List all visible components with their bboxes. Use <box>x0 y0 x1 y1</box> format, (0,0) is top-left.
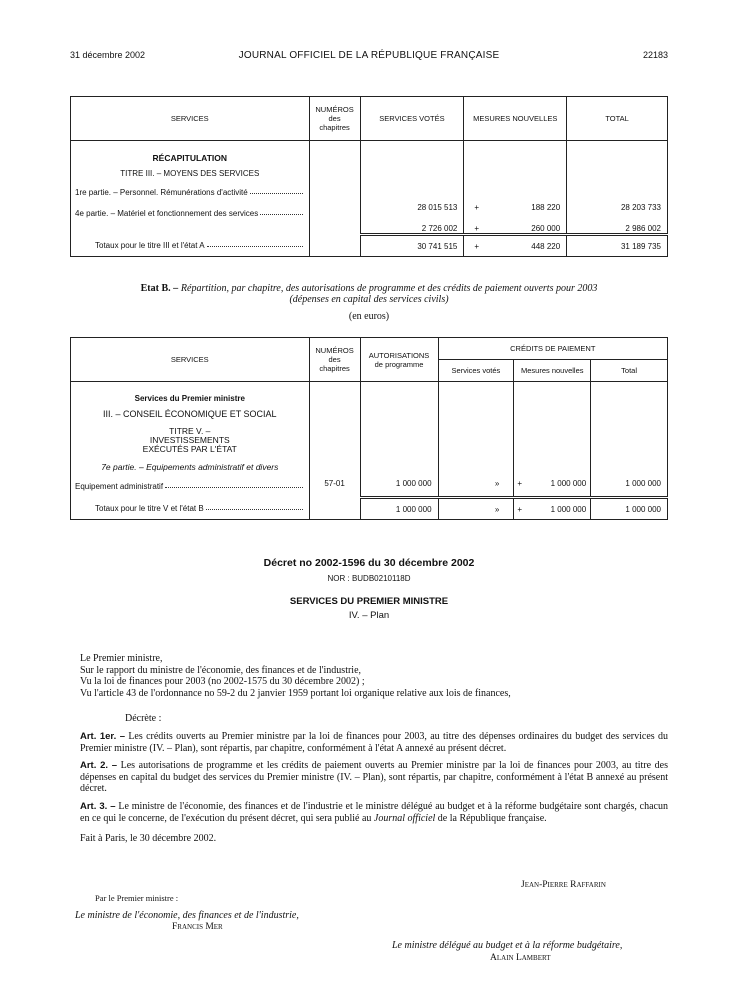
totals-total: 31 189 735 <box>567 235 668 257</box>
totals-votes: » <box>438 498 514 520</box>
table-body-row <box>71 382 668 498</box>
section-title: Services du Premier ministre <box>134 394 245 403</box>
total-value: 1 000 000 <box>591 382 668 498</box>
decret-plan: IV. – Plan <box>348 610 390 621</box>
autorisations-value: 1 000 000 <box>360 382 438 498</box>
totals-row <box>71 235 668 257</box>
decret-nor: NOR : BUDB0210118D <box>327 574 411 583</box>
col-services: SERVICES <box>71 338 310 382</box>
table-header-row <box>71 97 668 141</box>
fait-a-paris: Fait à Paris, le 30 décembre 2002. <box>80 833 217 845</box>
etat-b-label: Etat B. – <box>140 283 179 294</box>
totals-total: 1 000 000 <box>591 498 668 520</box>
col-autorisations: AUTORISATIONS de programme <box>360 338 438 382</box>
body-line-1: Le Premier ministre, <box>80 653 163 664</box>
article-1: Art. 1er. – Les crédits ouverts au Premier ministre par la loi de finances pour 2003, au titre des dépenses ordinaires du budget des services du Premier ministre (IV. – Plan), sont répartis, par chapitre, conformément à l'état A annexé au présent décret. <box>80 730 668 754</box>
header-journal-title: JOURNAL OFFICIEL DE LA RÉPUBLIQUE FRANÇAISE <box>238 50 500 61</box>
titre-v: TITRE V. – INVESTISSEMENTS EXÉCUTÉS PAR L'ÉTAT <box>142 426 237 454</box>
subsection-title: III. – CONSEIL ÉCONOMIQUE ET SOCIAL <box>103 409 277 419</box>
col-numeros: NUMÉROS des chapitres <box>309 338 360 382</box>
article-2: Art. 2. – Les autorisations de programme et les crédits de paiement ouverts au Premier ministre par la loi de finances pour 2003, au titre des dépenses en capital du budget des services du Premier ministre (IV. – Plan), sont répartis, par chapitre, conformément à l'état B annexé au présent décret. <box>80 760 668 795</box>
article-3: Art. 3. – Le ministre de l'économie, des finances et de l'industrie et le ministre délégué au budget et à la réforme budgétaire sont chargés, chacun en ce qui le concerne, de l'exécution du présent décret, qui sera publié au Journal officiel de la République française. <box>80 800 668 824</box>
totals-votes: 30 741 515 <box>360 235 464 257</box>
etat-b-unit: (en euros) <box>348 311 390 322</box>
row-label-1: 1re partie. – Personnel. Rémunérations d'activité <box>75 188 305 197</box>
col-numeros: NUMÉROS des chapitres <box>309 97 360 141</box>
row-label-2: 4e partie. – Matériel et fonctionnement des services <box>75 209 305 218</box>
table-header-row <box>71 338 668 360</box>
totals-label: Totaux pour le titre III et l'état A <box>95 240 205 250</box>
signature-ministre-budget: Le ministre délégué au budget et à la réforme budgétaire, <box>392 940 623 951</box>
col-total: Total <box>591 360 668 382</box>
signature-par: Par le Premier ministre : <box>95 893 179 903</box>
votes-value: » <box>438 382 514 498</box>
total-1: 28 203 733 <box>620 203 661 212</box>
decrete: Décrète : <box>125 713 162 725</box>
nouvelles-1: + 188 220 <box>474 203 561 212</box>
col-votes: Services votés <box>438 360 514 382</box>
signature-mer: Francis Mer <box>172 922 223 932</box>
etat-a-recap-table <box>70 96 668 257</box>
totals-nouvelles: + 1 000 000 <box>514 498 591 520</box>
header-page-number: 22183 <box>642 50 668 60</box>
body-line-4: Vu l'article 43 de l'ordonnance no 59-2 du 2 janvier 1959 portant loi organique relative aux lois de finances, <box>80 687 511 699</box>
totals-label: Totaux pour le titre V et l'état B <box>95 503 204 513</box>
col-nouvelles: Mesures nouvelles <box>514 360 591 382</box>
header-date: 31 décembre 2002 <box>70 50 146 60</box>
titre-iii: TITRE III. – MOYENS DES SERVICES <box>120 169 260 178</box>
row-label: Equipement administratif <box>75 482 305 491</box>
votes-2: 2 726 002 <box>421 224 458 233</box>
col-credits: CRÉDITS DE PAIEMENT <box>438 338 667 360</box>
body-line-2: Sur le rapport du ministre de l'économie, des finances et de l'industrie, <box>80 664 362 676</box>
recap-title: RÉCAPITULATION <box>152 153 227 163</box>
table-body-row <box>71 141 668 235</box>
decret-services: SERVICES DU PREMIER MINISTRE <box>289 596 449 607</box>
partie-7: 7e partie. – Equipements administratif et divers <box>101 462 279 472</box>
nouvelles-2: + 260 000 <box>474 224 561 233</box>
totals-nouvelles: + 448 220 <box>464 235 567 257</box>
decret-title: Décret no 2002-1596 du 30 décembre 2002 <box>263 557 475 569</box>
etat-b-text2: (dépenses en capital des services civils) <box>289 294 449 305</box>
signature-lambert: Alain Lambert <box>490 953 551 963</box>
signature-raffarin: Jean-Pierre Raffarin <box>521 880 606 890</box>
votes-1: 28 015 513 <box>417 203 458 212</box>
chapitre-number: 57-01 <box>309 382 360 498</box>
etat-b-text1: Répartition, par chapitre, des autorisations de programme et des crédits de paiement ouverts pour 2003 <box>180 283 598 294</box>
col-services: SERVICES <box>71 97 310 141</box>
etat-b-table <box>70 337 668 520</box>
totals-autorisations: 1 000 000 <box>360 498 438 520</box>
etat-b-caption <box>70 283 668 322</box>
total-2: 2 986 002 <box>625 224 661 233</box>
col-total: TOTAL <box>567 97 668 141</box>
col-mesures-nouvelles: MESURES NOUVELLES <box>464 97 567 141</box>
body-line-3: Vu la loi de finances pour 2003 (no 2002-1575 du 30 décembre 2002) ; <box>80 676 365 688</box>
decret-body <box>80 653 668 845</box>
nouvelles-value: + 1 000 000 <box>514 382 591 498</box>
col-services-votes: SERVICES VOTÉS <box>360 97 464 141</box>
signature-ministre-eco: Le ministre de l'économie, des finances et de l'industrie, <box>75 910 299 921</box>
decret-heading <box>70 557 668 621</box>
totals-row <box>71 498 668 520</box>
